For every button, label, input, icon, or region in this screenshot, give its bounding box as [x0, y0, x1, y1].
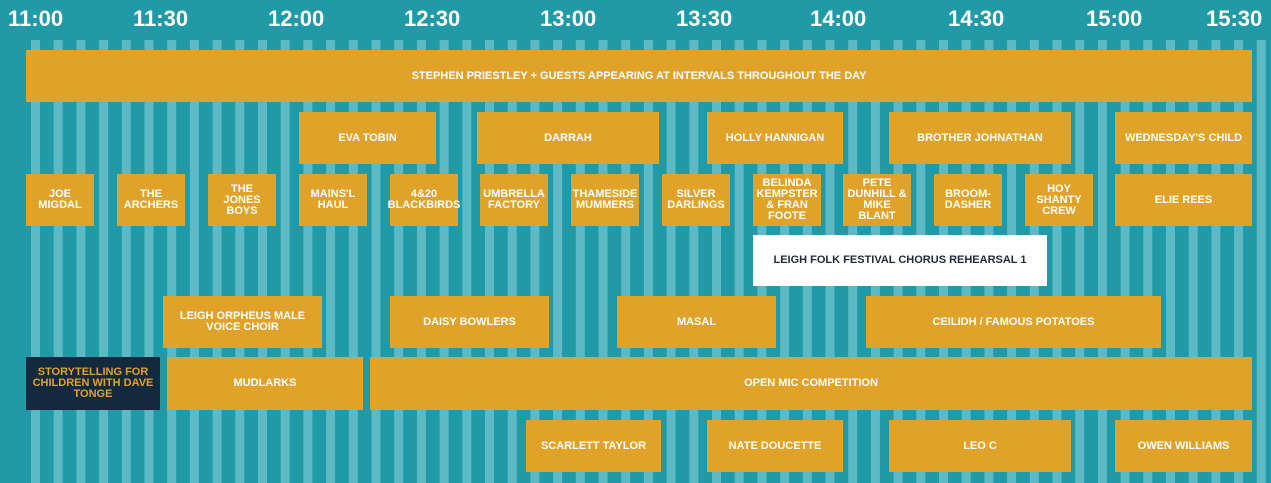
event-open-mic-competition[interactable]: OPEN MIC COMPETITION: [370, 357, 1252, 410]
event-daisy-bowlers[interactable]: DAISY BOWLERS: [390, 296, 549, 348]
event-holly-hannigan[interactable]: HOLLY HANNIGAN: [707, 112, 843, 164]
event-eva-tobin[interactable]: EVA TOBIN: [299, 112, 436, 164]
grid-stripe: [258, 40, 267, 483]
event-the-archers[interactable]: THE ARCHERS: [117, 174, 185, 226]
event-leo-c[interactable]: LEO C: [889, 420, 1071, 472]
event-leigh-orpheus-choir[interactable]: LEIGH ORPHEUS MALE VOICE CHOIR: [163, 296, 322, 348]
timeline-grid-stripes: [0, 40, 1271, 483]
time-label-1400: 14:00: [810, 6, 867, 31]
event-nate-doucette[interactable]: NATE DOUCETTE: [707, 420, 843, 472]
grid-stripe: [576, 40, 585, 483]
event-silver-darlings[interactable]: SILVER DARLINGS: [662, 174, 730, 226]
grid-stripe: [417, 40, 426, 483]
grid-stripe: [281, 40, 290, 483]
event-mudlarks[interactable]: MUDLARKS: [167, 357, 363, 410]
event-thameside-mummers[interactable]: THAMESIDE MUMMERS: [571, 174, 639, 226]
time-label-1100: 11:00: [8, 6, 64, 31]
time-label-1330: 13:30: [676, 6, 733, 31]
event-owen-williams[interactable]: OWEN WILLIAMS: [1115, 420, 1252, 472]
grid-stripe: [1121, 40, 1130, 483]
time-label-1200: 12:00: [268, 6, 325, 31]
grid-stripe: [1075, 40, 1084, 483]
event-stephen-priestley[interactable]: STEPHEN PRIESTLEY + GUESTS APPEARING AT INTERVALS THROUGHOUT THE DAY: [26, 50, 1252, 102]
grid-stripe: [167, 40, 176, 483]
grid-stripe: [1053, 40, 1062, 483]
event-the-jones-boys[interactable]: THE JONES BOYS: [208, 174, 276, 226]
event-scarlett-taylor[interactable]: SCARLETT TAYLOR: [526, 420, 661, 472]
time-label-1130: 11:30: [133, 6, 189, 31]
event-hoy-shanty-crew[interactable]: HOY SHANTY CREW: [1025, 174, 1093, 226]
grid-stripe: [190, 40, 199, 483]
grid-stripe: [712, 40, 721, 483]
grid-stripe: [1166, 40, 1175, 483]
grid-stripe: [462, 40, 471, 483]
grid-stripe: [621, 40, 630, 483]
grid-stripe: [213, 40, 222, 483]
event-darrah[interactable]: DARRAH: [477, 112, 659, 164]
grid-stripe: [76, 40, 85, 483]
grid-stripe: [326, 40, 335, 483]
event-umbrella-factory[interactable]: UMBRELLA FACTORY: [480, 174, 548, 226]
event-elie-rees[interactable]: ELIE REES: [1115, 174, 1252, 226]
grid-stripe: [372, 40, 381, 483]
event-mainsl-haul[interactable]: MAINS'L HAUL: [299, 174, 367, 226]
event-4-20-blackbirds[interactable]: 4&20 BLACKBIRDS: [390, 174, 458, 226]
event-belinda-kempster[interactable]: BELINDA KEMPSTER & FRAN FOOTE: [753, 174, 821, 226]
time-label-1300: 13:00: [540, 6, 597, 31]
grid-stripe: [99, 40, 108, 483]
grid-stripe: [1098, 40, 1107, 483]
grid-stripe: [644, 40, 653, 483]
grid-stripe: [303, 40, 312, 483]
grid-stripe: [1143, 40, 1152, 483]
grid-stripe: [689, 40, 698, 483]
grid-stripe: [599, 40, 608, 483]
event-chorus-rehearsal[interactable]: LEIGH FOLK FESTIVAL CHORUS REHEARSAL 1: [753, 235, 1047, 286]
grid-stripe: [122, 40, 131, 483]
grid-stripe: [667, 40, 676, 483]
event-brother-johnathan[interactable]: BROTHER JOHNATHAN: [889, 112, 1071, 164]
grid-stripe: [1257, 40, 1266, 483]
grid-stripe: [1189, 40, 1198, 483]
grid-stripe: [54, 40, 63, 483]
event-pete-dunhill[interactable]: PETE DUNHILL & MIKE BLANT: [843, 174, 911, 226]
event-storytelling[interactable]: STORYTELLING FOR CHILDREN WITH DAVE TONGE: [26, 357, 160, 410]
grid-stripe: [485, 40, 494, 483]
time-label-1230: 12:30: [404, 6, 461, 31]
time-label-1430: 14:30: [948, 6, 1005, 31]
grid-stripe: [440, 40, 449, 483]
grid-stripe: [735, 40, 744, 483]
grid-stripe: [530, 40, 539, 483]
time-label-1500: 15:00: [1086, 6, 1143, 31]
grid-stripe: [349, 40, 358, 483]
event-wednesdays-child[interactable]: WEDNESDAY'S CHILD: [1115, 112, 1252, 164]
event-masal[interactable]: MASAL: [617, 296, 776, 348]
grid-stripe: [553, 40, 562, 483]
grid-stripe: [31, 40, 40, 483]
grid-stripe: [235, 40, 244, 483]
grid-stripe: [145, 40, 154, 483]
time-label-1530: 15:30: [1206, 6, 1263, 31]
grid-stripe: [1211, 40, 1220, 483]
event-joe-migdal[interactable]: JOE MIGDAL: [26, 174, 94, 226]
grid-stripe: [1234, 40, 1243, 483]
grid-stripe: [394, 40, 403, 483]
grid-stripe: [508, 40, 517, 483]
event-ceilidh-famous-potatoes[interactable]: CEILIDH / FAMOUS POTATOES: [866, 296, 1161, 348]
event-broom-dasher[interactable]: BROOM-DASHER: [934, 174, 1002, 226]
